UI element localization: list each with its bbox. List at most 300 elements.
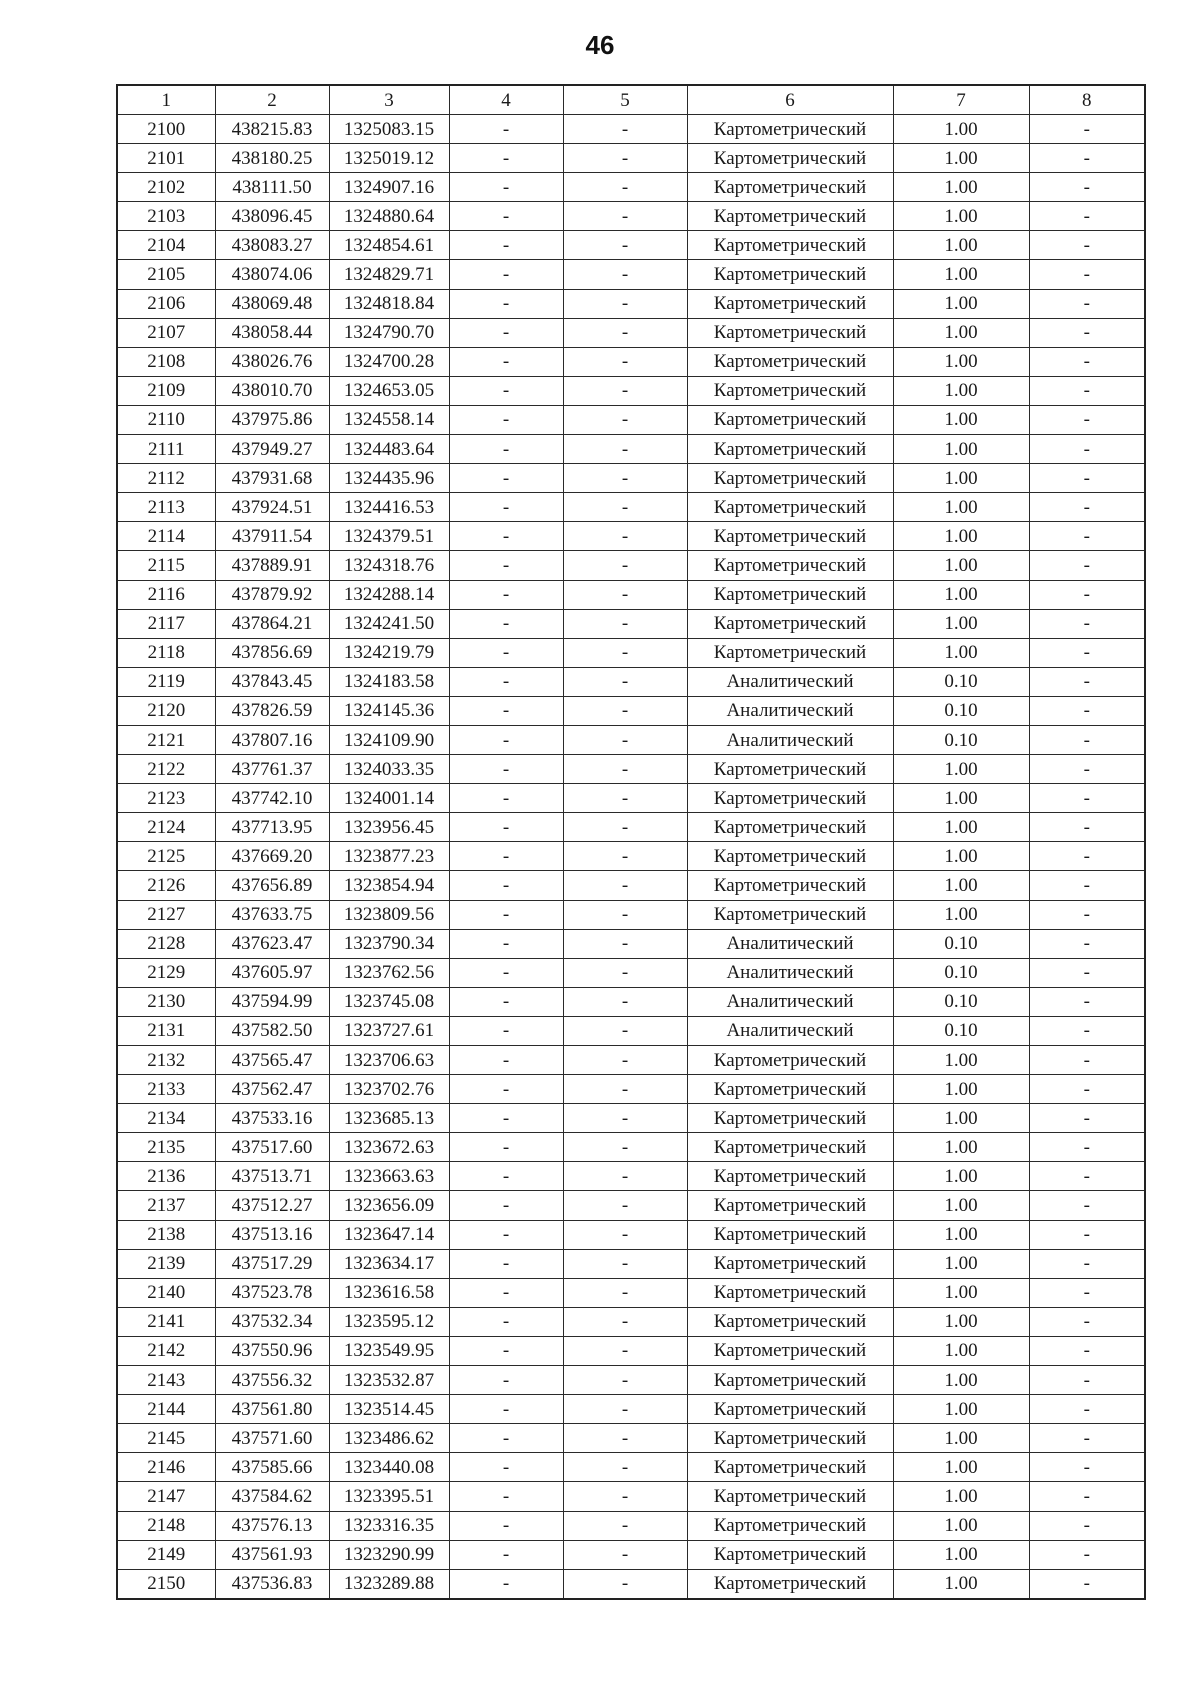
table-cell: 1323316.35	[329, 1511, 449, 1540]
table-cell: 1.00	[893, 1278, 1029, 1307]
table-cell: 1324288.14	[329, 580, 449, 609]
table-cell: -	[449, 1540, 563, 1569]
table-cell: 1324379.51	[329, 522, 449, 551]
table-row	[117, 115, 1145, 144]
table-cell: -	[449, 609, 563, 638]
table-cell: -	[449, 1424, 563, 1453]
table-cell: -	[449, 987, 563, 1016]
table-cell: 1323854.94	[329, 871, 449, 900]
table-cell: Аналитический	[687, 667, 893, 696]
table-cell: 438096.45	[215, 202, 329, 231]
table-cell: -	[1029, 958, 1145, 987]
table-cell: 438058.44	[215, 318, 329, 347]
table-cell: Картометрический	[687, 464, 893, 493]
table-row	[117, 202, 1145, 231]
table-cell: 1.00	[893, 347, 1029, 376]
table-cell: -	[563, 842, 687, 871]
table-row	[117, 609, 1145, 638]
table-cell: -	[1029, 493, 1145, 522]
table-cell: -	[563, 1220, 687, 1249]
table-cell: 437550.96	[215, 1336, 329, 1365]
table-cell: 438083.27	[215, 231, 329, 260]
table-cell: 437556.32	[215, 1366, 329, 1395]
table-cell: -	[449, 1395, 563, 1424]
table-cell: -	[563, 580, 687, 609]
table-cell: 1.00	[893, 405, 1029, 434]
table-cell: -	[449, 1278, 563, 1307]
table-cell: 1.00	[893, 522, 1029, 551]
table-row	[117, 522, 1145, 551]
column-header: 3	[329, 85, 449, 115]
table-cell: 2117	[117, 609, 215, 638]
table-cell: -	[1029, 667, 1145, 696]
table-cell: 2105	[117, 260, 215, 289]
table-cell: -	[563, 987, 687, 1016]
table-cell: 437561.93	[215, 1540, 329, 1569]
table-cell: 2129	[117, 958, 215, 987]
table-cell: -	[563, 318, 687, 347]
column-header: 8	[1029, 85, 1145, 115]
table-cell: 438074.06	[215, 260, 329, 289]
table-cell: 1324109.90	[329, 725, 449, 754]
table-cell: Картометрический	[687, 318, 893, 347]
table-cell: -	[563, 813, 687, 842]
table-cell: Картометрический	[687, 522, 893, 551]
table-cell: -	[449, 115, 563, 144]
table-cell: 1.00	[893, 1366, 1029, 1395]
table-cell: 437856.69	[215, 638, 329, 667]
table-cell: 1.00	[893, 435, 1029, 464]
table-cell: 1324318.76	[329, 551, 449, 580]
table-cell: 1323663.63	[329, 1162, 449, 1191]
table-cell: -	[449, 871, 563, 900]
column-header: 5	[563, 85, 687, 115]
table-cell: Картометрический	[687, 1453, 893, 1482]
table-cell: 1323727.61	[329, 1016, 449, 1045]
table-cell: Картометрический	[687, 1191, 893, 1220]
table-cell: 437879.92	[215, 580, 329, 609]
table-cell: 437889.91	[215, 551, 329, 580]
table-cell: Картометрический	[687, 842, 893, 871]
table-cell: 1.00	[893, 376, 1029, 405]
table-cell: -	[449, 1366, 563, 1395]
table-row	[117, 1191, 1145, 1220]
table-row	[117, 987, 1145, 1016]
table-cell: 437582.50	[215, 1016, 329, 1045]
table-cell: Аналитический	[687, 929, 893, 958]
table-cell: 1.00	[893, 871, 1029, 900]
table-cell: Аналитический	[687, 725, 893, 754]
table-cell: 437523.78	[215, 1278, 329, 1307]
table-cell: 437561.80	[215, 1395, 329, 1424]
table-cell: 2137	[117, 1191, 215, 1220]
table-cell: 2141	[117, 1307, 215, 1336]
table-cell: 1324416.53	[329, 493, 449, 522]
table-cell: 1.00	[893, 1191, 1029, 1220]
table-row	[117, 1540, 1145, 1569]
table-cell: Картометрический	[687, 1366, 893, 1395]
table-cell: 2107	[117, 318, 215, 347]
table-cell: Картометрический	[687, 1336, 893, 1365]
table-cell: 1.00	[893, 493, 1029, 522]
table-cell: -	[449, 493, 563, 522]
table-cell: 1.00	[893, 173, 1029, 202]
table-cell: -	[563, 609, 687, 638]
table-cell: -	[1029, 1191, 1145, 1220]
table-row	[117, 173, 1145, 202]
table-cell: Картометрический	[687, 1540, 893, 1569]
table-cell: -	[1029, 1046, 1145, 1075]
table-cell: Картометрический	[687, 1395, 893, 1424]
table-cell: 1323514.45	[329, 1395, 449, 1424]
table-cell: 437585.66	[215, 1453, 329, 1482]
table-cell: Картометрический	[687, 813, 893, 842]
table-cell: Картометрический	[687, 144, 893, 173]
table-cell: Картометрический	[687, 202, 893, 231]
table-cell: 1323745.08	[329, 987, 449, 1016]
table-cell: 2108	[117, 347, 215, 376]
table-cell: 1324700.28	[329, 347, 449, 376]
table-cell: -	[449, 464, 563, 493]
table-cell: -	[449, 435, 563, 464]
table-cell: 1.00	[893, 1540, 1029, 1569]
table-cell: 1323440.08	[329, 1453, 449, 1482]
table-cell: 438111.50	[215, 173, 329, 202]
table-cell: 2104	[117, 231, 215, 260]
table-cell: 1.00	[893, 1424, 1029, 1453]
table-cell: -	[563, 1511, 687, 1540]
table-cell: 0.10	[893, 929, 1029, 958]
table-cell: 0.10	[893, 667, 1029, 696]
table-cell: Картометрический	[687, 1307, 893, 1336]
table-cell: 1.00	[893, 289, 1029, 318]
table-cell: -	[563, 1540, 687, 1569]
table-cell: -	[449, 1133, 563, 1162]
table-cell: -	[563, 1482, 687, 1511]
table-cell: -	[563, 725, 687, 754]
table-cell: 1.00	[893, 231, 1029, 260]
table-cell: 1.00	[893, 1307, 1029, 1336]
table-cell: -	[1029, 1453, 1145, 1482]
table-cell: -	[1029, 696, 1145, 725]
table-cell: 1324483.64	[329, 435, 449, 464]
table-cell: 437656.89	[215, 871, 329, 900]
table-cell: 2124	[117, 813, 215, 842]
table-cell: 2131	[117, 1016, 215, 1045]
table-cell: 1.00	[893, 115, 1029, 144]
table-cell: 1.00	[893, 1569, 1029, 1599]
table-row	[117, 1046, 1145, 1075]
table-cell: 1.00	[893, 609, 1029, 638]
table-cell: -	[449, 1307, 563, 1336]
table-cell: 1323702.76	[329, 1075, 449, 1104]
table-cell: -	[1029, 347, 1145, 376]
table-row	[117, 842, 1145, 871]
page-number: 46	[585, 30, 615, 60]
table-cell: -	[449, 755, 563, 784]
table-cell: -	[563, 1104, 687, 1133]
table-cell: -	[1029, 1075, 1145, 1104]
table-cell: 1.00	[893, 144, 1029, 173]
table-cell: -	[449, 1511, 563, 1540]
table-cell: 1.00	[893, 1453, 1029, 1482]
table-row	[117, 551, 1145, 580]
table-cell: Картометрический	[687, 1569, 893, 1599]
table-cell: -	[449, 144, 563, 173]
column-header: 2	[215, 85, 329, 115]
table-cell: -	[563, 1249, 687, 1278]
table-cell: 437761.37	[215, 755, 329, 784]
table-cell: Картометрический	[687, 784, 893, 813]
table-cell: -	[563, 1278, 687, 1307]
table-cell: -	[449, 638, 563, 667]
table-cell: 2113	[117, 493, 215, 522]
table-cell: Картометрический	[687, 1249, 893, 1278]
table-cell: -	[1029, 842, 1145, 871]
table-cell: 438180.25	[215, 144, 329, 173]
table-cell: -	[449, 1046, 563, 1075]
table-row	[117, 1482, 1145, 1511]
table-cell: -	[1029, 1220, 1145, 1249]
table-cell: 437513.71	[215, 1162, 329, 1191]
table-row	[117, 1220, 1145, 1249]
table-cell: 2136	[117, 1162, 215, 1191]
table-cell: 2143	[117, 1366, 215, 1395]
table-row	[117, 929, 1145, 958]
table-cell: 1.00	[893, 1220, 1029, 1249]
table-cell: -	[1029, 464, 1145, 493]
table-cell: 2115	[117, 551, 215, 580]
table-cell: Аналитический	[687, 696, 893, 725]
table-row	[117, 1395, 1145, 1424]
table-cell: 1.00	[893, 755, 1029, 784]
table-cell: -	[449, 1336, 563, 1365]
table-cell: 2120	[117, 696, 215, 725]
table-cell: -	[563, 115, 687, 144]
table-cell: 2111	[117, 435, 215, 464]
table-cell: 2142	[117, 1336, 215, 1365]
table-cell: -	[1029, 231, 1145, 260]
table-cell: 2138	[117, 1220, 215, 1249]
table-cell: -	[449, 1453, 563, 1482]
table-cell: 437623.47	[215, 929, 329, 958]
table-cell: -	[563, 1191, 687, 1220]
table-cell: 437975.86	[215, 405, 329, 434]
table-cell: 1.00	[893, 551, 1029, 580]
table-cell: 0.10	[893, 725, 1029, 754]
table-cell: 2102	[117, 173, 215, 202]
table-cell: 438069.48	[215, 289, 329, 318]
table-cell: Картометрический	[687, 1162, 893, 1191]
table-cell: -	[449, 1569, 563, 1599]
table-cell: -	[563, 871, 687, 900]
table-row	[117, 289, 1145, 318]
table-cell: 1323549.95	[329, 1336, 449, 1365]
table-cell: 1323395.51	[329, 1482, 449, 1511]
table-cell: Картометрический	[687, 1133, 893, 1162]
table-row	[117, 464, 1145, 493]
table-cell: -	[449, 1016, 563, 1045]
table-cell: -	[1029, 289, 1145, 318]
table-cell: -	[563, 1046, 687, 1075]
table-cell: Картометрический	[687, 115, 893, 144]
table-cell: -	[1029, 929, 1145, 958]
table-cell: 437517.29	[215, 1249, 329, 1278]
table-row	[117, 1336, 1145, 1365]
table-cell: -	[449, 784, 563, 813]
table-cell: 1324241.50	[329, 609, 449, 638]
table-cell: 2134	[117, 1104, 215, 1133]
table-cell: -	[1029, 755, 1145, 784]
table-cell: 437571.60	[215, 1424, 329, 1453]
table-cell: 2121	[117, 725, 215, 754]
table-cell: Картометрический	[687, 609, 893, 638]
table-cell: -	[1029, 202, 1145, 231]
table-cell: -	[563, 260, 687, 289]
table-row	[117, 435, 1145, 464]
table-cell: -	[563, 289, 687, 318]
table-cell: 1.00	[893, 1482, 1029, 1511]
table-cell: 1324145.36	[329, 696, 449, 725]
table-cell: Картометрический	[687, 551, 893, 580]
table-cell: -	[563, 755, 687, 784]
table-row	[117, 784, 1145, 813]
table-cell: 2101	[117, 144, 215, 173]
table-cell: Картометрический	[687, 900, 893, 929]
table-cell: 2128	[117, 929, 215, 958]
table-cell: 2139	[117, 1249, 215, 1278]
table-cell: 437633.75	[215, 900, 329, 929]
table-cell: 1323595.12	[329, 1307, 449, 1336]
table-cell: 1323762.56	[329, 958, 449, 987]
table-cell: 1323790.34	[329, 929, 449, 958]
table-cell: 2125	[117, 842, 215, 871]
table-cell: 2122	[117, 755, 215, 784]
table-cell: Картометрический	[687, 231, 893, 260]
table-cell: -	[563, 1307, 687, 1336]
table-cell: 1323616.58	[329, 1278, 449, 1307]
table-cell: -	[563, 958, 687, 987]
table-cell: -	[1029, 173, 1145, 202]
table-cell: -	[563, 900, 687, 929]
table-cell: 437742.10	[215, 784, 329, 813]
table-cell: 2144	[117, 1395, 215, 1424]
table-row	[117, 813, 1145, 842]
table-cell: -	[563, 144, 687, 173]
table-cell: 1324183.58	[329, 667, 449, 696]
table-cell: Картометрический	[687, 493, 893, 522]
table-row	[117, 755, 1145, 784]
table-cell: 1323672.63	[329, 1133, 449, 1162]
table-cell: 2110	[117, 405, 215, 434]
table-cell: 1.00	[893, 580, 1029, 609]
table-cell: 437594.99	[215, 987, 329, 1016]
table-cell: -	[1029, 376, 1145, 405]
table-cell: -	[1029, 318, 1145, 347]
table-row	[117, 1569, 1145, 1599]
table-cell: -	[563, 231, 687, 260]
table-cell: Картометрический	[687, 1511, 893, 1540]
table-cell: 437533.16	[215, 1104, 329, 1133]
table-row	[117, 1366, 1145, 1395]
table-cell: 437931.68	[215, 464, 329, 493]
table-cell: -	[449, 696, 563, 725]
table-cell: -	[563, 1424, 687, 1453]
table-cell: 2118	[117, 638, 215, 667]
table-cell: 1323685.13	[329, 1104, 449, 1133]
table-cell: 437512.27	[215, 1191, 329, 1220]
table-cell: 437562.47	[215, 1075, 329, 1104]
table-cell: Аналитический	[687, 1016, 893, 1045]
table-cell: 2130	[117, 987, 215, 1016]
table-cell: -	[563, 376, 687, 405]
table-cell: 1.00	[893, 464, 1029, 493]
table-cell: 2148	[117, 1511, 215, 1540]
column-header: 1	[117, 85, 215, 115]
table-cell: -	[449, 347, 563, 376]
table-cell: 1324907.16	[329, 173, 449, 202]
table-cell: -	[449, 376, 563, 405]
table-cell: -	[1029, 405, 1145, 434]
table-cell: -	[1029, 260, 1145, 289]
table-cell: 2126	[117, 871, 215, 900]
table-row	[117, 1162, 1145, 1191]
table-cell: 1324854.61	[329, 231, 449, 260]
table-cell: 2132	[117, 1046, 215, 1075]
table-row	[117, 376, 1145, 405]
table-cell: -	[563, 464, 687, 493]
table-cell: -	[1029, 1366, 1145, 1395]
table-cell: 1324219.79	[329, 638, 449, 667]
table-row	[117, 580, 1145, 609]
table-row	[117, 900, 1145, 929]
table-cell: -	[1029, 580, 1145, 609]
table-cell: 1.00	[893, 1511, 1029, 1540]
table-cell: Картометрический	[687, 1046, 893, 1075]
table-cell: -	[1029, 1424, 1145, 1453]
table-cell: 437532.34	[215, 1307, 329, 1336]
table-row	[117, 1133, 1145, 1162]
table-cell: -	[449, 1075, 563, 1104]
table-cell: 437584.62	[215, 1482, 329, 1511]
table-cell: 1323809.56	[329, 900, 449, 929]
table-cell: 2146	[117, 1453, 215, 1482]
table-cell: 2119	[117, 667, 215, 696]
table-cell: -	[563, 405, 687, 434]
table-row	[117, 871, 1145, 900]
table-cell: 2149	[117, 1540, 215, 1569]
table-cell: 1.00	[893, 1249, 1029, 1278]
table-cell: 437713.95	[215, 813, 329, 842]
table-cell: Картометрический	[687, 755, 893, 784]
table-cell: -	[449, 551, 563, 580]
table-row	[117, 1104, 1145, 1133]
table-cell: -	[449, 667, 563, 696]
table-cell: -	[563, 435, 687, 464]
table-cell: 0.10	[893, 696, 1029, 725]
table-cell: 438010.70	[215, 376, 329, 405]
table-cell: Картометрический	[687, 1104, 893, 1133]
table-cell: -	[1029, 871, 1145, 900]
table-row	[117, 1016, 1145, 1045]
table-cell: 1.00	[893, 1104, 1029, 1133]
table-cell: 1323532.87	[329, 1366, 449, 1395]
table-row	[117, 260, 1145, 289]
table-cell: 2112	[117, 464, 215, 493]
table-cell: 437517.60	[215, 1133, 329, 1162]
table-cell: -	[449, 231, 563, 260]
table-row	[117, 1075, 1145, 1104]
